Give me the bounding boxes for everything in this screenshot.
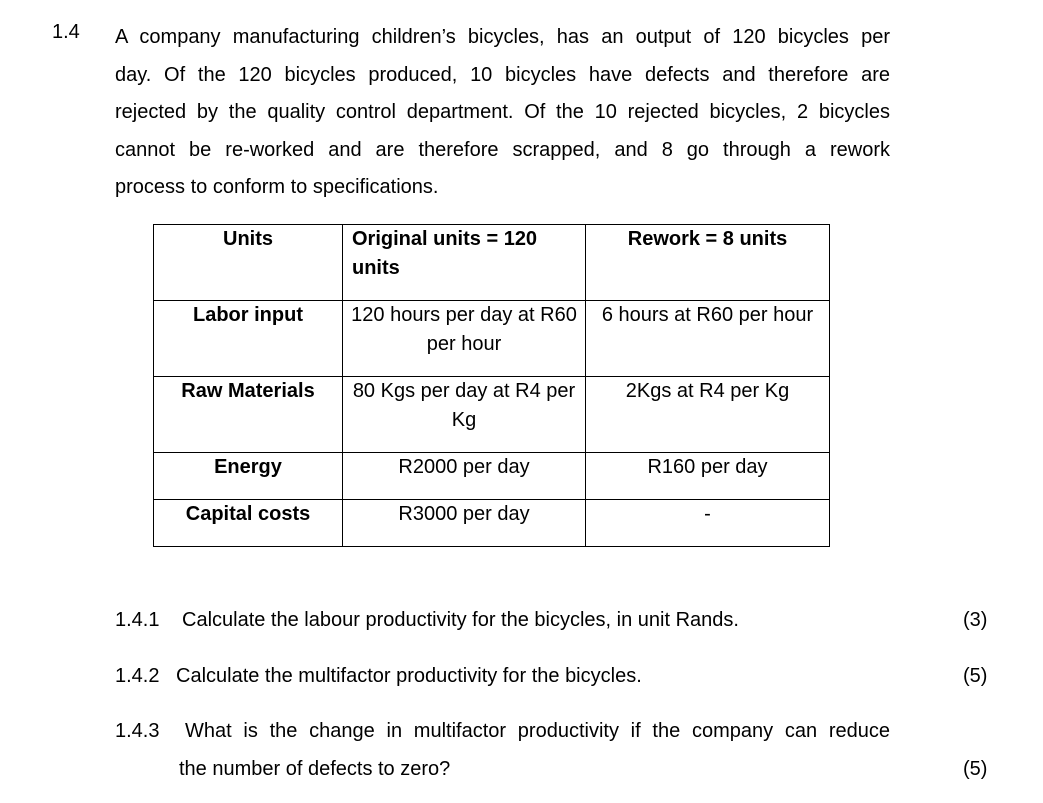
table-header-row: [154, 225, 830, 301]
table-header-cell: Units: [154, 225, 343, 301]
subquestion-text: What is the change in multifactor productivity if the company can reduce: [185, 720, 890, 742]
table-cell: -: [586, 500, 830, 547]
question-number: 1.4: [52, 21, 80, 43]
subquestion-number: 1.4.1: [115, 609, 160, 631]
subquestion-text: Calculate the multifactor productivity for the bicycles.: [176, 665, 642, 687]
table-cell: R2000 per day: [343, 453, 586, 500]
marks-label: (5): [963, 758, 988, 780]
subquestion-text: Calculate the labour productivity for the bicycles, in unit Rands.: [182, 609, 739, 631]
table-row: [154, 301, 830, 377]
row-label: Energy: [154, 453, 343, 500]
marks-label: (3): [963, 609, 988, 631]
intro-line: process to conform to specifications.: [115, 176, 439, 198]
question-intro: [115, 19, 890, 207]
data-table: [153, 224, 830, 547]
table-cell: R3000 per day: [343, 500, 586, 547]
table-header-cell: Original units = 120 units: [343, 225, 586, 301]
subquestion-number: 1.4.3: [115, 720, 160, 742]
intro-line: cannot be re-worked and are therefore scrapped, and 8 go through a rework: [115, 138, 890, 161]
row-label: Labor input: [154, 301, 343, 377]
table-cell: 80 Kgs per day at R4 per Kg: [343, 377, 586, 453]
subquestion-number: 1.4.2: [115, 665, 160, 687]
subquestion-text-continued: the number of defects to zero?: [179, 758, 451, 780]
table-row: [154, 377, 830, 453]
table-header-cell: Rework = 8 units: [586, 225, 830, 301]
table-cell: 6 hours at R60 per hour: [586, 301, 830, 377]
intro-line: rejected by the quality control department. Of the 10 rejected bicycles, 2 bicycles: [115, 101, 890, 123]
table-row: [154, 500, 830, 547]
intro-line: day. Of the 120 bicycles produced, 10 bicycles have defects and therefore are: [115, 63, 890, 86]
marks-label: (5): [963, 665, 988, 687]
table-cell: R160 per day: [586, 453, 830, 500]
table-cell: 2Kgs at R4 per Kg: [586, 377, 830, 453]
intro-line: A company manufacturing children’s bicycles, has an output of 120 bicycles per: [115, 26, 890, 48]
row-label: Capital costs: [154, 500, 343, 547]
table-row: [154, 453, 830, 500]
row-label: Raw Materials: [154, 377, 343, 453]
table-cell: 120 hours per day at R60 per hour: [343, 301, 586, 377]
